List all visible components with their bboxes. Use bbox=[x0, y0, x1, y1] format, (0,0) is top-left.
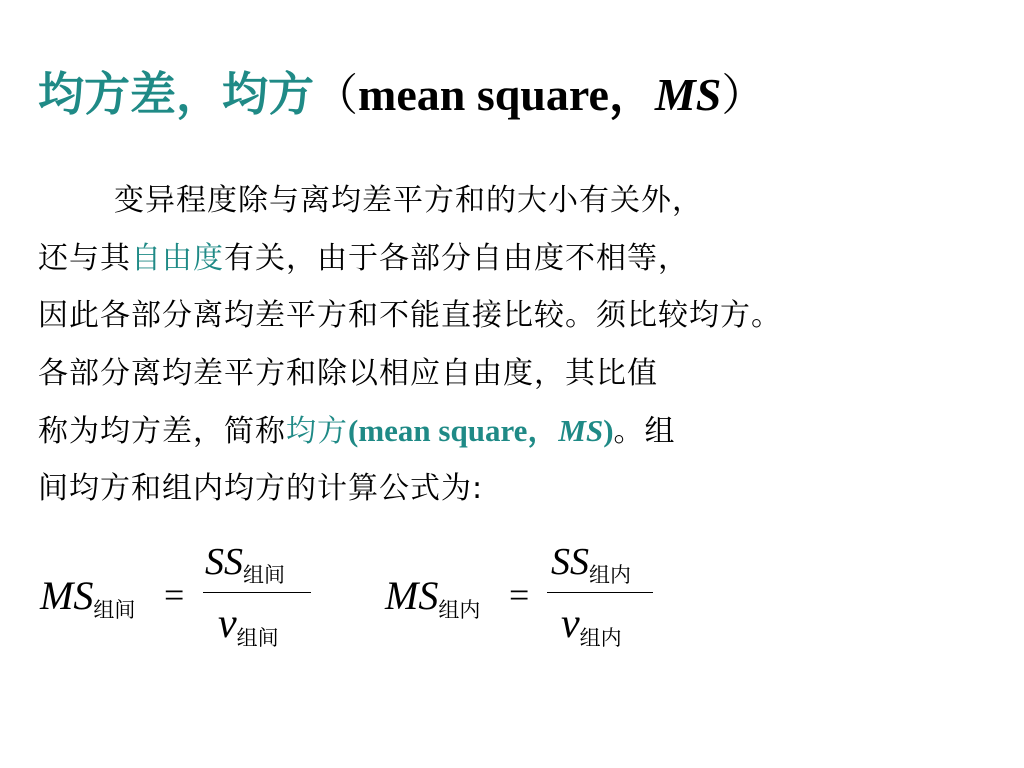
nu-subscript: 组间 bbox=[236, 626, 279, 650]
body-line-2-post: 有关，由于各部分自由度不相等， bbox=[224, 240, 689, 276]
inline-english-open: (mean square， bbox=[348, 413, 559, 448]
ss-symbol: SS bbox=[205, 541, 243, 583]
title-open-paren: （ bbox=[314, 71, 358, 120]
highlight-degrees-of-freedom: 自由度 bbox=[131, 240, 224, 276]
nu-symbol: ν bbox=[561, 601, 580, 647]
fraction-denominator bbox=[218, 600, 279, 652]
fraction-bar bbox=[547, 592, 653, 593]
body-line-2-pre: 还与其 bbox=[38, 240, 131, 276]
ms-symbol: MS bbox=[40, 573, 94, 618]
body-line-3: 因此各部分离均差平方和不能直接比较。须比较均方。 bbox=[38, 298, 782, 333]
nu-subscript: 组内 bbox=[579, 626, 622, 650]
body-line-6: 间均方和组内均方的计算公式为: bbox=[38, 470, 484, 506]
body-line-2 bbox=[38, 230, 998, 288]
fraction-numerator bbox=[205, 540, 285, 589]
ss-subscript: 组间 bbox=[243, 563, 285, 587]
body-line-1: 变异程度除与离均差平方和的大小有关外， bbox=[114, 183, 703, 218]
title-chinese: 均方差，均方 bbox=[38, 67, 314, 121]
formula-between-lhs bbox=[40, 572, 135, 624]
body-line-5-pre: 称为均方差，简称 bbox=[38, 414, 286, 449]
formula-within-lhs bbox=[385, 572, 480, 624]
fraction-numerator bbox=[551, 540, 631, 589]
slide-title bbox=[38, 62, 765, 137]
body-line-4: 各部分离均差平方和除以相应自由度，其比值 bbox=[38, 355, 658, 391]
body-line-5-post: 。组 bbox=[613, 414, 676, 449]
equals-sign: = bbox=[164, 575, 185, 615]
title-abbreviation: MS bbox=[654, 69, 722, 120]
equals-sign: = bbox=[509, 575, 530, 615]
ms-subscript: 组间 bbox=[93, 598, 136, 622]
ms-symbol: MS bbox=[385, 573, 439, 618]
fraction-bar bbox=[203, 592, 311, 593]
inline-abbreviation: MS bbox=[558, 413, 604, 448]
title-english: mean square， bbox=[358, 69, 655, 120]
ms-subscript: 组内 bbox=[438, 598, 481, 622]
fraction-denominator bbox=[561, 600, 622, 652]
ss-symbol: SS bbox=[551, 541, 589, 583]
ss-subscript: 组内 bbox=[589, 563, 631, 587]
highlight-mean-square: 均方 bbox=[286, 414, 348, 449]
nu-symbol: ν bbox=[218, 601, 237, 647]
body-line-5 bbox=[38, 402, 998, 460]
title-close-paren: ） bbox=[721, 71, 766, 120]
inline-english-close: ) bbox=[603, 413, 614, 448]
body-paragraph bbox=[38, 172, 998, 517]
